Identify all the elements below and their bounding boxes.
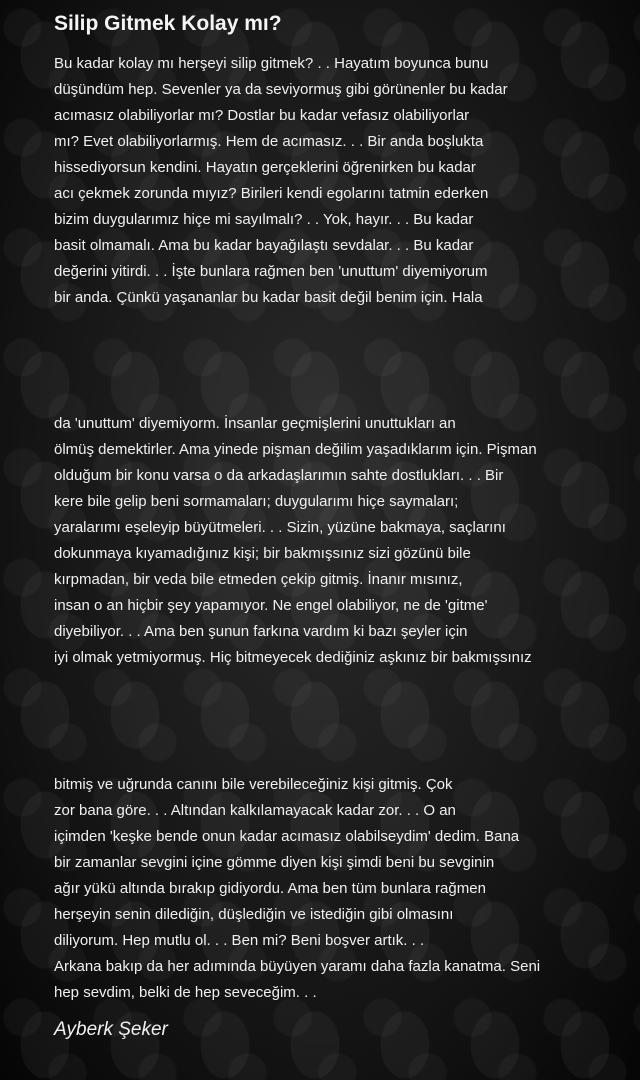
- poem-line: hissediyorsun kendini. Hayatın gerçeklerini öğrenirken bu kadar: [54, 159, 476, 176]
- poem-author: Ayberk Şeker: [54, 1019, 168, 1040]
- poem-line: da 'unuttum' diyemiyorm. İnsanlar geçmişlerini unuttukları an: [54, 415, 456, 432]
- poem-line: olduğum bir konu varsa o da arkadaşlarımın sahte dostlukları. . . Bir: [54, 467, 504, 484]
- poem-line: dokunmaya kıyamadığınız kişi; bir bakmışsınız sizi gözünü bile: [54, 545, 471, 562]
- poem-stanza-1: [54, 51, 638, 311]
- poem-line: Arkana bakıp da her adımında büyüyen yaramı daha fazla kanatma. Seni: [54, 958, 541, 975]
- poem-line: diliyorum. Hep mutlu ol. . . Ben mi? Beni boşver artık. . .: [54, 932, 425, 949]
- poem-line: bir zamanlar sevgini içine gömme diyen kişi şimdi beni bu sevginin: [54, 854, 495, 871]
- poem-line: değerini yitirdi. . . İşte bunlara rağmen ben 'unuttum' diyemiyorum: [54, 263, 488, 280]
- poem-line: herşeyin senin dilediğin, düşlediğin ve istediğin gibi olmasını: [54, 906, 454, 923]
- poem-line: acı çekmek zorunda mıyız? Birileri kendi egolarını tatmin ederken: [54, 185, 489, 202]
- poem-stanza-3: [54, 772, 638, 1006]
- poem-line: mı? Evet olabiliyorlarmış. Hem de acımasız. . . Bir anda boşlukta: [54, 133, 484, 150]
- poem-line: bitmiş ve uğrunda canını bile verebileceğiniz kişi gitmiş. Çok: [54, 776, 453, 793]
- poem-line: iyi olmak yetmiyormuş. Hiç bitmeyecek dediğiniz aşkınız bir bakmışsınız: [54, 649, 532, 666]
- poem-line: bizim duygularımız hiçe mi sayılmalı? . . Yok, hayır. . . Bu kadar: [54, 211, 474, 228]
- poem-line: Bu kadar kolay mı herşeyi silip gitmek? . . Hayatım boyunca bunu: [54, 55, 489, 72]
- poem-line: içimden 'keşke bende onun kadar acımasız olabilseydim' dedim. Bana: [54, 828, 520, 845]
- poem-stanza-2: [54, 411, 638, 671]
- poem-line: zor bana göre. . . Altından kalkılamayacak kadar zor. . . O an: [54, 802, 456, 819]
- poem-line: kere bile gelip beni sormamaları; duygularımı hiçe saymaları;: [54, 493, 459, 510]
- poem-title: Silip Gitmek Kolay mı?: [54, 12, 282, 35]
- poem-line: insan o an hiçbir şey yapamıyor. Ne engel olabiliyor, ne de 'gitme': [54, 597, 488, 614]
- poem-line: kırpmadan, bir veda bile etmeden çekip gitmiş. İnanır mısınız,: [54, 571, 463, 588]
- poem-line: yaralarımı eşeleyip büyütmeleri. . . Sizin, yüzüne bakmaya, saçlarını: [54, 519, 506, 536]
- poem-line: hep sevdim, belki de hep seveceğim. . .: [54, 984, 317, 1001]
- poem-line: düşündüm hep. Sevenler ya da seviyormuş gibi görünenler bu kadar: [54, 81, 508, 98]
- poem-line: bir anda. Çünkü yaşananlar bu kadar basit değil benim için. Hala: [54, 289, 483, 306]
- poem-line: ölmüş demektirler. Ama yinede pişman değilim yaşadıklarım için. Pişman: [54, 441, 537, 458]
- poem-line: acımasız olabiliyorlar mı? Dostlar bu kadar vefasız olabiliyorlar: [54, 107, 470, 124]
- poem-line: diyebiliyor. . . Ama ben şunun farkına vardım ki bazı şeyler için: [54, 623, 468, 640]
- poem-line: basit olmamalı. Ama bu kadar bayağılaştı sevdalar. . . Bu kadar: [54, 237, 474, 254]
- poem-line: ağır yükü altında bırakıp gidiyordu. Ama ben tüm bunlara rağmen: [54, 880, 486, 897]
